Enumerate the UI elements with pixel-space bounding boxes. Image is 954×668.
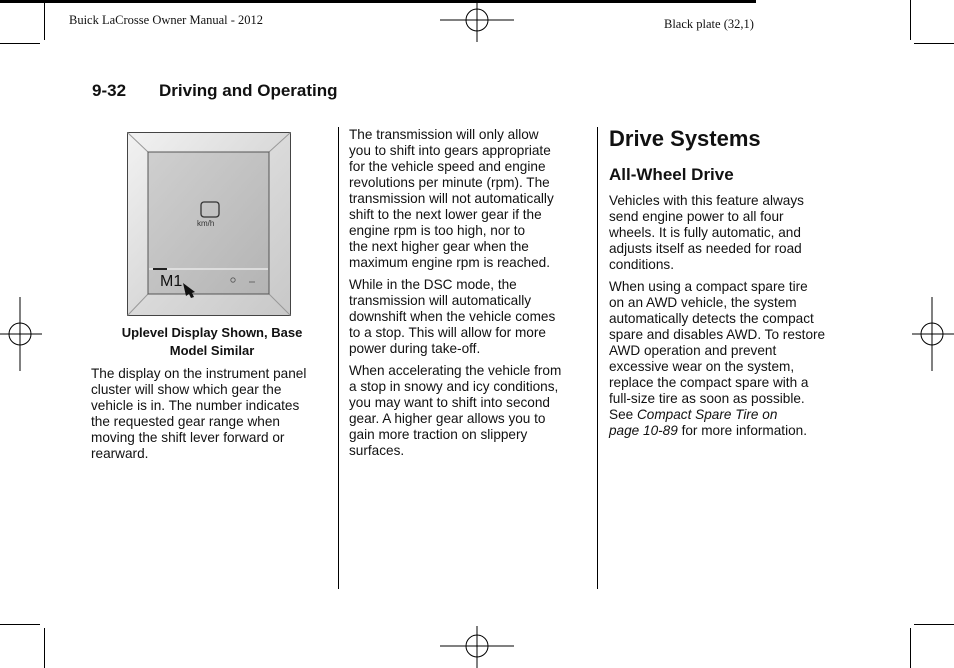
plate-label: Black plate (32,1) [664,17,754,31]
crop-mark [910,0,911,40]
column-2-text [349,127,589,465]
text-line: When using a compact spare tire [609,279,808,294]
text-line: vehicle is in. The number indicates [91,398,300,413]
caption-line: Model Similar [169,343,255,358]
text-line: Vehicles with this feature always [609,193,804,208]
text-line: maximum engine rpm is reached. [349,255,550,270]
text-line: full-size tire as soon as possible. [609,391,805,406]
text-line: downshift when the vehicle comes [349,309,556,324]
text-line: conditions. [609,257,674,272]
figure-caption [92,324,332,360]
text-line: the next higher gear when the [349,239,529,254]
cross-reference-link[interactable]: Compact Spare Tire on [636,407,778,422]
text-line: shift to the next lower gear if the [349,207,542,222]
text-line: The display on the instrument panel [91,366,307,381]
text-line: transmission will not automatically [349,191,554,206]
column-3-text [609,193,849,445]
text-line: to a stop. This will allow for more [349,325,546,340]
text-line: transmission will automatically [349,293,532,308]
page-number: 9-32 [92,81,127,100]
paragraph [91,366,331,462]
text-fragment: for more information. [677,423,807,438]
crop-mark [44,628,45,668]
crop-mark [910,628,911,668]
column-divider [338,127,339,589]
column-divider [597,127,598,589]
text-line: adjusts itself as needed for road [609,241,802,256]
text-line: gain more traction on slippery [349,427,528,442]
column-1-text [91,366,331,468]
text-line: The transmission will only allow [349,127,539,142]
text-line: wheels. It is fully automatic, and [609,225,801,240]
registration-mark-icon [440,626,514,668]
text-line: you may want to shift into second [349,395,550,410]
text-line: you to shift into gears appropriate [349,143,551,158]
section-rule [0,0,756,3]
paragraph [609,193,849,273]
paragraph [349,277,589,357]
paragraph [349,363,589,459]
crop-mark [44,0,45,40]
crop-mark [0,43,40,44]
heading-drive-systems: Drive Systems [609,126,761,151]
text-line: a stop in snowy and icy conditions, [349,379,559,394]
registration-mark-icon [440,0,514,42]
caption-line: Uplevel Display Shown, Base [121,325,303,340]
text-line: moving the shift lever forward or [91,430,285,445]
text-line: replace the compact spare with a [609,375,809,390]
text-line: rearward. [91,446,149,461]
text-line: gear. A higher gear allows you to [349,411,546,426]
text-line: engine rpm is too high, nor to [349,223,526,238]
text-line: for the vehicle speed and engine [349,159,546,174]
speed-unit-label: km/h [197,219,215,228]
paragraph [349,127,589,271]
paragraph [609,279,849,439]
cross-reference-page[interactable]: page 10-89 [609,423,678,438]
cluster-display-figure [127,132,291,316]
text-fragment: See [609,407,637,422]
text-line: automatically detects the compact [609,311,814,326]
text-line: cluster will show which gear the [91,382,282,397]
crop-mark [914,624,954,625]
text-line: send engine power to all four [609,209,784,224]
section-title: Driving and Operating [159,81,338,100]
text-line: the requested gear range when [91,414,280,429]
text-line: When accelerating the vehicle from [349,363,562,378]
text-line: power during take-off. [349,341,481,356]
document-title: Buick LaCrosse Owner Manual - 2012 [69,13,264,27]
gear-indicator: M1 [160,273,183,290]
text-line: excessive wear on the system, [609,359,795,374]
registration-mark-icon [912,297,954,371]
text-line: spare and disables AWD. To restore [609,327,826,342]
text-line: on an AWD vehicle, the system [609,295,797,310]
crop-mark [914,43,954,44]
text-line: AWD operation and prevent [609,343,777,358]
text-line: revolutions per minute (rpm). The [349,175,550,190]
crop-mark [0,624,40,625]
registration-mark-icon [0,297,42,371]
text-line: While in the DSC mode, the [349,277,517,292]
subheading-all-wheel-drive: All-Wheel Drive [609,165,734,184]
text-line: surfaces. [349,443,405,458]
